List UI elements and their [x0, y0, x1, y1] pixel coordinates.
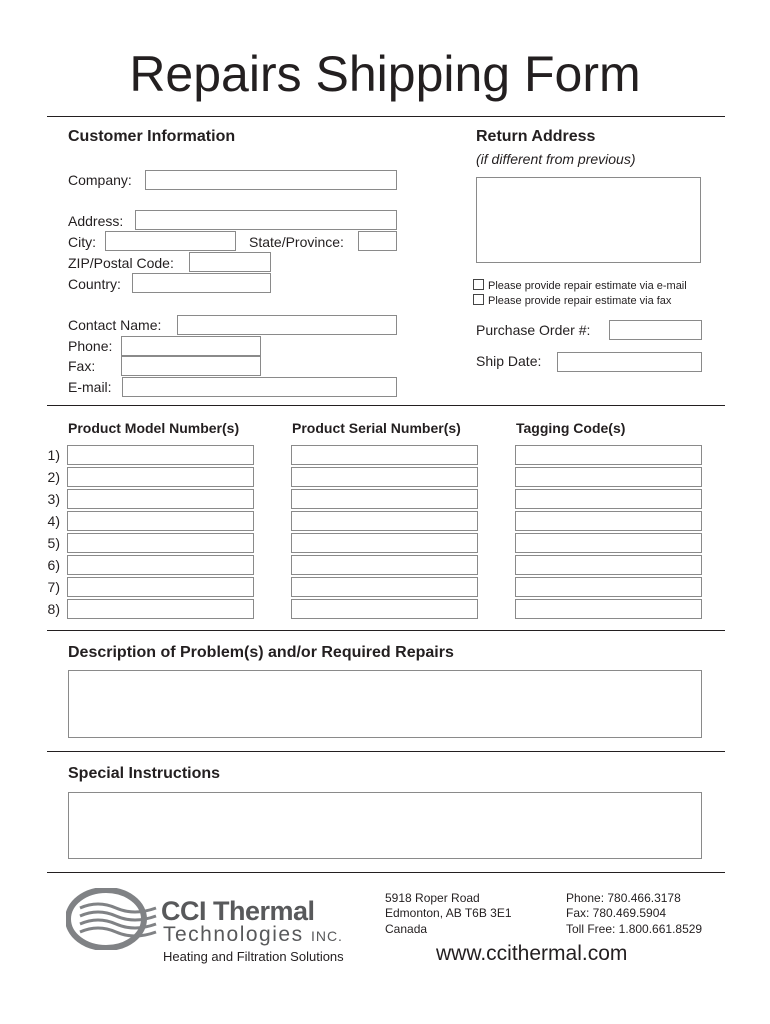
fax-field[interactable]: [121, 356, 261, 376]
row-number: 3): [47, 491, 60, 507]
address-line-2: Edmonton, AB T6B 3E1: [385, 906, 512, 920]
logo-inc: INC.: [310, 928, 343, 944]
tagging-code-field[interactable]: [515, 555, 702, 575]
logo-company-name: CCI Thermal: [161, 896, 315, 926]
serial-number-field[interactable]: [291, 467, 478, 487]
model-number-heading: Product Model Number(s): [68, 420, 240, 436]
model-number-field[interactable]: [67, 577, 254, 597]
address-label: Address:: [68, 213, 124, 229]
serial-number-field[interactable]: [291, 511, 478, 531]
serial-number-field[interactable]: [291, 445, 478, 465]
country-label: Country:: [68, 276, 121, 292]
tagging-code-field[interactable]: [515, 489, 702, 509]
row-number: 2): [47, 469, 60, 485]
country-field[interactable]: [132, 273, 271, 293]
tagline: Heating and Filtration Solutions: [163, 949, 344, 964]
model-number-field[interactable]: [67, 467, 254, 487]
zip-field[interactable]: [189, 252, 271, 272]
checkbox-icon[interactable]: [473, 294, 484, 305]
customer-info-heading: Customer Information: [68, 128, 236, 145]
company-field[interactable]: [145, 170, 397, 190]
po-label: Purchase Order #:: [476, 322, 591, 338]
row-number: 5): [47, 535, 60, 551]
special-instructions-heading: Special Instructions: [68, 765, 221, 782]
tagging-code-field[interactable]: [515, 511, 702, 531]
serial-number-heading: Product Serial Number(s): [292, 420, 461, 436]
serial-number-field[interactable]: [291, 577, 478, 597]
tagging-code-field[interactable]: [515, 467, 702, 487]
email-field[interactable]: [122, 377, 397, 397]
return-address-subheading: (if different from previous): [476, 151, 636, 167]
return-address-field[interactable]: [476, 177, 701, 263]
checkbox-icon[interactable]: [473, 279, 484, 290]
row-number: 6): [47, 557, 60, 573]
return-address-heading: Return Address: [476, 128, 596, 145]
divider: [47, 872, 725, 873]
model-number-field[interactable]: [67, 555, 254, 575]
address-field[interactable]: [135, 210, 397, 230]
contact-label: Contact Name:: [68, 317, 162, 333]
cci-logo-icon: [66, 888, 166, 950]
phone-field[interactable]: [121, 336, 261, 356]
divider: [47, 116, 725, 117]
footer-phone: Phone: 780.466.3178: [566, 891, 681, 905]
tagging-code-heading: Tagging Code(s): [516, 420, 626, 436]
address-line-3: Canada: [385, 922, 428, 936]
tagging-code-field[interactable]: [515, 533, 702, 553]
divider: [47, 405, 725, 406]
website-link[interactable]: www.ccithermal.com: [436, 942, 628, 965]
footer-tollfree: Toll Free: 1.800.661.8529: [566, 922, 703, 936]
serial-number-field[interactable]: [291, 489, 478, 509]
tagging-code-field[interactable]: [515, 445, 702, 465]
fax-label: Fax:: [68, 358, 96, 374]
tagging-code-field[interactable]: [515, 577, 702, 597]
model-number-field[interactable]: [67, 533, 254, 553]
contact-field[interactable]: [177, 315, 397, 335]
logo-technologies-text: Technologies: [163, 923, 304, 946]
estimate-email-option[interactable]: [473, 279, 687, 293]
footer-fax: Fax: 780.469.5904: [566, 906, 667, 920]
divider: [47, 751, 725, 752]
serial-number-field[interactable]: [291, 555, 478, 575]
page-title: Repairs Shipping Form: [129, 46, 641, 102]
row-number: 1): [47, 447, 60, 463]
model-number-field[interactable]: [67, 599, 254, 619]
row-number: 7): [47, 579, 60, 595]
model-number-field[interactable]: [67, 445, 254, 465]
estimate-email-label: Please provide repair estimate via e-mail: [488, 280, 687, 292]
row-number: 4): [47, 513, 60, 529]
row-number: 8): [47, 601, 60, 617]
state-field[interactable]: [358, 231, 397, 251]
zip-label: ZIP/Postal Code:: [68, 255, 174, 271]
state-label: State/Province:: [249, 234, 344, 250]
description-heading: Description of Problem(s) and/or Required Repairs: [68, 644, 454, 661]
estimate-fax-label: Please provide repair estimate via fax: [488, 295, 672, 307]
city-field[interactable]: [105, 231, 236, 251]
description-field[interactable]: [68, 670, 702, 738]
serial-number-field[interactable]: [291, 533, 478, 553]
address-line-1: 5918 Roper Road: [385, 891, 480, 905]
model-number-field[interactable]: [67, 511, 254, 531]
email-label: E-mail:: [68, 379, 112, 395]
logo-technologies: [163, 923, 343, 948]
model-number-field[interactable]: [67, 489, 254, 509]
serial-number-field[interactable]: [291, 599, 478, 619]
ship-date-label: Ship Date:: [476, 353, 542, 369]
po-field[interactable]: [609, 320, 702, 340]
city-label: City:: [68, 234, 96, 250]
special-instructions-field[interactable]: [68, 792, 702, 859]
estimate-fax-option[interactable]: [473, 294, 671, 308]
company-label: Company:: [68, 172, 132, 188]
ship-date-field[interactable]: [557, 352, 702, 372]
divider: [47, 630, 725, 631]
tagging-code-field[interactable]: [515, 599, 702, 619]
phone-label: Phone:: [68, 338, 113, 354]
